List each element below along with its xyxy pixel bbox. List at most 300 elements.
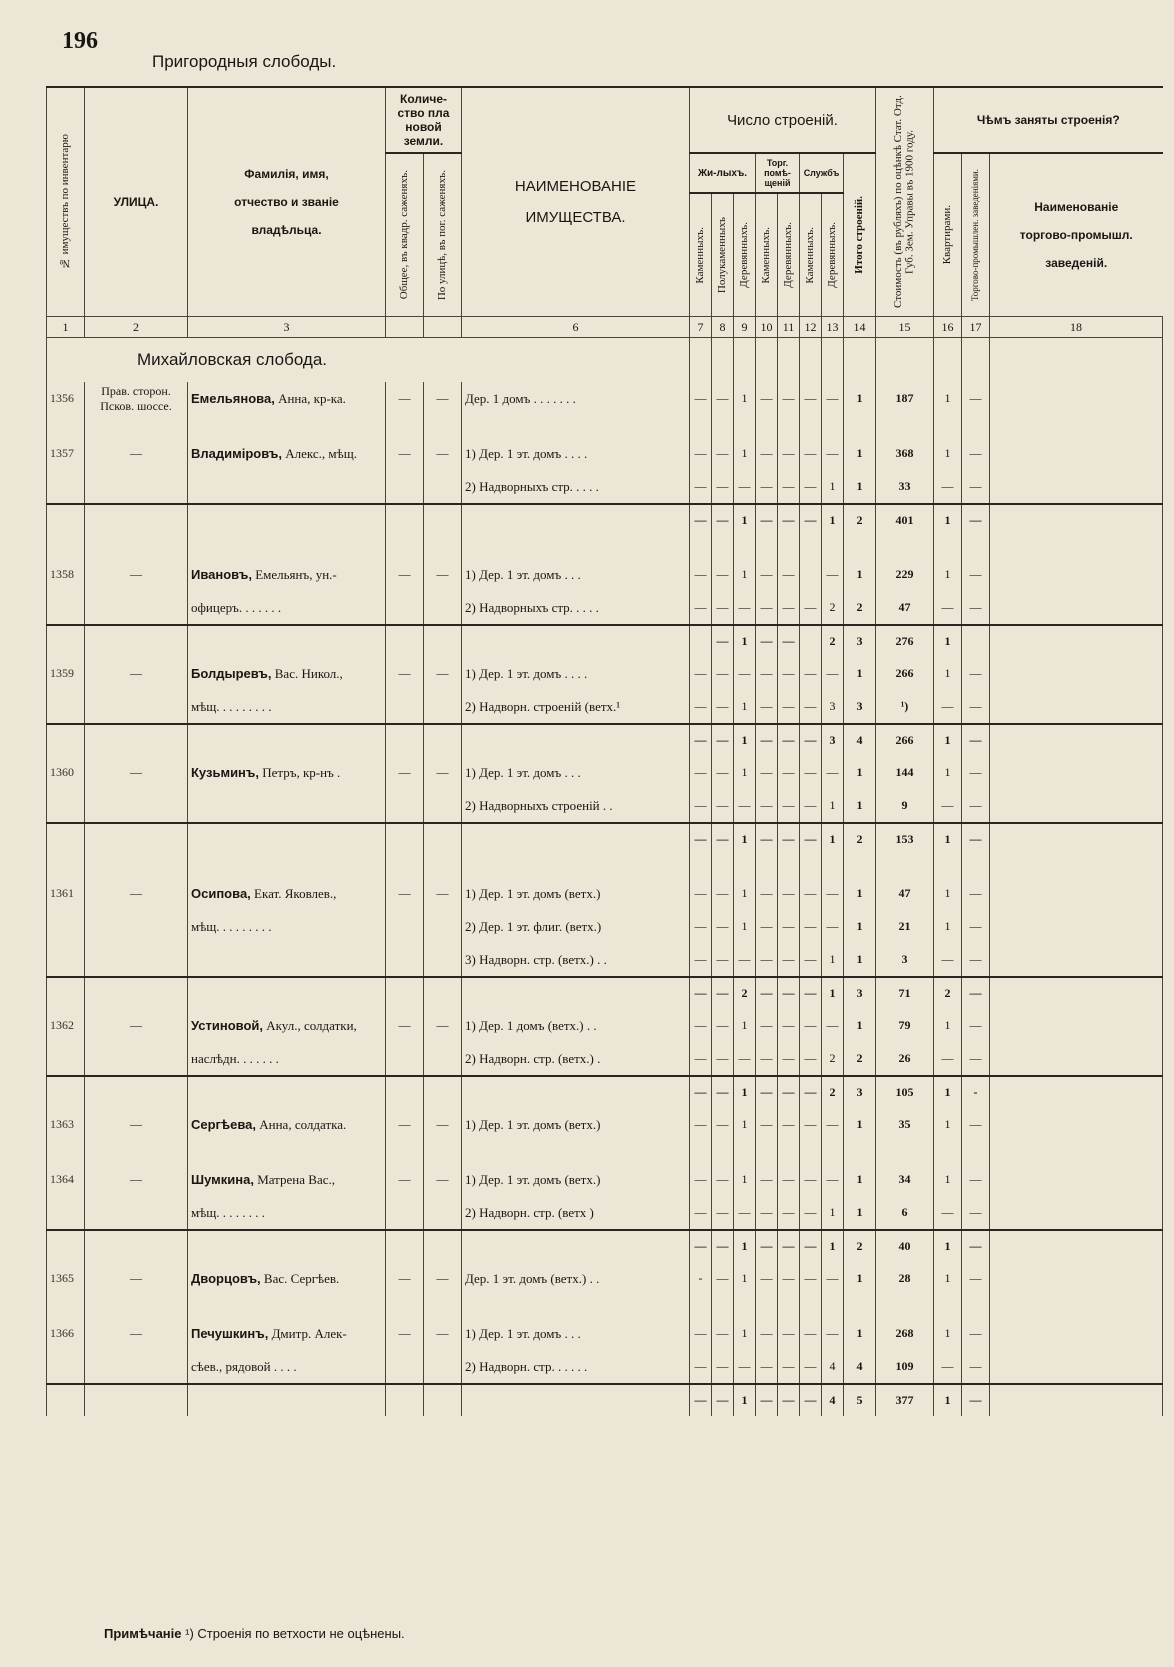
blank-cell <box>778 415 800 437</box>
total-wooden-trade: — <box>778 504 800 536</box>
stone-trade-cell: — <box>756 1350 778 1384</box>
street-cell <box>85 1042 188 1076</box>
blank-cell <box>934 415 962 437</box>
stone-res-cell: — <box>690 877 712 910</box>
apartments-cell: — <box>934 690 962 724</box>
street-length-cell: — <box>424 877 462 910</box>
street-length-cell <box>424 470 462 504</box>
wooden-trade-cell: — <box>778 910 800 943</box>
stone-res-cell: — <box>690 1317 712 1350</box>
total-halfstone-res: — <box>712 823 734 855</box>
blank-cell <box>85 855 188 877</box>
stone-res-cell: — <box>690 591 712 625</box>
stone-service-cell: — <box>800 1009 822 1042</box>
street-length-cell <box>424 943 462 977</box>
total-wooden-service: 2 <box>822 625 844 657</box>
entry-item-row <box>47 1108 1163 1141</box>
blank-cell <box>934 855 962 877</box>
blank-cell <box>778 536 800 558</box>
inventory-number <box>47 591 85 625</box>
land-area-cell: — <box>386 756 424 789</box>
blank-cell <box>462 625 690 657</box>
owner-details: Матрена Вас., <box>257 1171 335 1187</box>
blank-cell <box>756 415 778 437</box>
blank-cell <box>47 415 85 437</box>
entry-item-row <box>47 877 1163 910</box>
owner-details: мѣщ. . . . . . . . <box>191 1204 266 1220</box>
entry-item-row <box>47 470 1163 504</box>
blank-cell <box>756 1141 778 1163</box>
street-line: Псков. шоссе. <box>100 398 172 413</box>
total-stone-trade: — <box>756 823 778 855</box>
column-number: 6 <box>462 317 690 338</box>
column-number: 13 <box>822 317 844 338</box>
blank-cell <box>800 415 822 437</box>
column-number: 3 <box>188 317 386 338</box>
total-wooden-service: 1 <box>822 504 844 536</box>
stone-res-cell: — <box>690 943 712 977</box>
total-wooden-service: 1 <box>822 823 844 855</box>
inventory-number: 1358 <box>47 558 85 591</box>
halfstone-res-cell: — <box>712 1350 734 1384</box>
street-length-cell <box>424 789 462 823</box>
blank-cell <box>85 724 188 756</box>
owner-surname: Дворцовъ, <box>191 1270 261 1286</box>
blank-cell <box>188 625 386 657</box>
owner-cell <box>188 437 386 470</box>
total-stone-res: — <box>690 823 712 855</box>
blank-cell <box>690 415 712 437</box>
column-number: 16 <box>934 317 962 338</box>
blank-cell <box>876 415 934 437</box>
entry-item-row <box>47 1163 1163 1196</box>
trade-name-cell <box>990 943 1163 977</box>
street-cell <box>85 789 188 823</box>
wooden-res-cell: 1 <box>734 1108 756 1141</box>
property-description: 1) Дер. 1 эт. домъ . . . . <box>462 657 690 690</box>
blank-cell <box>462 1141 690 1163</box>
blank-cell <box>188 1230 386 1262</box>
blank-cell <box>188 977 386 1009</box>
trade-est-cell: — <box>962 1317 990 1350</box>
stone-res-cell: — <box>690 1108 712 1141</box>
wooden-service-cell: 1 <box>822 943 844 977</box>
wooden-service-cell: 1 <box>822 1196 844 1230</box>
street-cell <box>85 591 188 625</box>
value-cell: 187 <box>876 382 934 415</box>
stone-service-cell: — <box>800 690 822 724</box>
value-cell: 47 <box>876 877 934 910</box>
total-wooden-service: 3 <box>822 724 844 756</box>
trade-name-cell <box>990 756 1163 789</box>
wooden-res-cell: 1 <box>734 910 756 943</box>
wooden-res-cell: — <box>734 657 756 690</box>
owner-details: Акул., солдатки, <box>266 1017 357 1033</box>
trade-name-cell <box>990 823 1163 855</box>
street-length-cell: — <box>424 1317 462 1350</box>
stone-trade-cell: — <box>756 470 778 504</box>
header-stone-trade: Каменныхъ. <box>756 193 778 317</box>
wooden-trade-cell: — <box>778 943 800 977</box>
stone-trade-cell: — <box>756 657 778 690</box>
total-total-buildings: 5 <box>844 1384 876 1416</box>
total-buildings-cell: 3 <box>844 690 876 724</box>
owner-surname: Печушкинъ, <box>191 1325 269 1341</box>
blank-cell <box>424 1141 462 1163</box>
total-buildings-cell: 1 <box>844 382 876 415</box>
street-cell <box>85 1317 188 1350</box>
total-wooden-service: 4 <box>822 1384 844 1416</box>
stone-service-cell: — <box>800 470 822 504</box>
wooden-service-cell: — <box>822 1009 844 1042</box>
total-buildings-cell: 4 <box>844 1350 876 1384</box>
halfstone-res-cell: — <box>712 910 734 943</box>
street-length-cell: — <box>424 1163 462 1196</box>
total-stone-service: — <box>800 823 822 855</box>
value-cell: 109 <box>876 1350 934 1384</box>
spacer-row <box>47 1295 1163 1317</box>
total-stone-trade: — <box>756 504 778 536</box>
total-value: 105 <box>876 1076 934 1108</box>
page-number: 196 <box>62 28 98 54</box>
blank-cell <box>712 536 734 558</box>
trade-name-cell <box>990 437 1163 470</box>
total-wooden-trade: — <box>778 1230 800 1262</box>
street-line: — <box>130 1271 142 1285</box>
land-area-cell <box>386 690 424 724</box>
owner-details: мѣщ. . . . . . . . . <box>191 918 272 934</box>
blank-cell <box>800 1295 822 1317</box>
halfstone-res-cell: — <box>712 789 734 823</box>
halfstone-res-cell: — <box>712 943 734 977</box>
street-length-cell: — <box>424 437 462 470</box>
stone-service-cell: — <box>800 437 822 470</box>
stone-service-cell <box>800 558 822 591</box>
trade-est-cell: — <box>962 756 990 789</box>
stone-res-cell: — <box>690 756 712 789</box>
total-trade-est: — <box>962 1384 990 1416</box>
blank-cell <box>800 1141 822 1163</box>
total-buildings-cell: 1 <box>844 877 876 910</box>
blank-cell <box>386 415 424 437</box>
inventory-number: 1357 <box>47 437 85 470</box>
value-cell: 47 <box>876 591 934 625</box>
wooden-res-cell: — <box>734 470 756 504</box>
blank-cell <box>424 1295 462 1317</box>
trade-name-cell <box>990 1108 1163 1141</box>
blank-cell <box>876 855 934 877</box>
total-total-buildings: 3 <box>844 625 876 657</box>
trade-est-cell: — <box>962 1108 990 1141</box>
total-apartments: 1 <box>934 1076 962 1108</box>
property-description: 1) Дер. 1 домъ (ветх.) . . <box>462 1009 690 1042</box>
value-cell: 35 <box>876 1108 934 1141</box>
value-cell: 3 <box>876 943 934 977</box>
blank-cell <box>424 724 462 756</box>
land-area-cell <box>386 591 424 625</box>
blank-cell <box>876 1141 934 1163</box>
wooden-trade-cell: — <box>778 437 800 470</box>
column-number: 11 <box>778 317 800 338</box>
stone-trade-cell: — <box>756 943 778 977</box>
footnote: Примѣчаніе ¹) Строенія по ветхости не оцѣнены. <box>104 1626 405 1641</box>
owner-details: Анна, солдатка. <box>259 1116 347 1132</box>
blank-cell <box>85 1230 188 1262</box>
blank-cell <box>386 625 424 657</box>
land-area-cell <box>386 943 424 977</box>
total-buildings-cell: 1 <box>844 756 876 789</box>
street-length-cell: — <box>424 1262 462 1295</box>
street-line: — <box>130 1018 142 1032</box>
property-description: 2) Дер. 1 эт. флиг. (ветх.) <box>462 910 690 943</box>
value-cell: 21 <box>876 910 934 943</box>
wooden-trade-cell: — <box>778 558 800 591</box>
property-description: 1) Дер. 1 эт. домъ (ветх.) <box>462 1108 690 1141</box>
blank-cell <box>85 415 188 437</box>
value-cell: ¹) <box>876 690 934 724</box>
property-ledger-table <box>46 86 1163 1416</box>
trade-est-cell: — <box>962 470 990 504</box>
blank-cell <box>462 1076 690 1108</box>
owner-cell <box>188 943 386 977</box>
blank-cell <box>424 1230 462 1262</box>
inventory-number: 1359 <box>47 657 85 690</box>
total-wooden-res: 1 <box>734 1230 756 1262</box>
total-halfstone-res: — <box>712 1230 734 1262</box>
blank-cell <box>844 415 876 437</box>
property-description: 2) Надворныхъ стр. . . . . <box>462 591 690 625</box>
street-cell <box>85 877 188 910</box>
stone-res-cell: — <box>690 470 712 504</box>
property-description: 2) Надворныхъ строеній . . <box>462 789 690 823</box>
blank-cell <box>188 855 386 877</box>
total-stone-trade: — <box>756 625 778 657</box>
trade-name-cell <box>990 1076 1163 1108</box>
blank-cell <box>934 1295 962 1317</box>
entry-item-row <box>47 591 1163 625</box>
wooden-service-cell: 2 <box>822 1042 844 1076</box>
total-apartments: 1 <box>934 1230 962 1262</box>
inventory-number <box>47 690 85 724</box>
blank-cell <box>386 823 424 855</box>
blank-cell <box>85 625 188 657</box>
blank-cell <box>822 536 844 558</box>
halfstone-res-cell: — <box>712 558 734 591</box>
wooden-res-cell: — <box>734 1196 756 1230</box>
owner-details: Емельянъ, ун.- <box>255 566 337 582</box>
property-description: 2) Надворныхъ стр. . . . . <box>462 470 690 504</box>
street-cell <box>85 910 188 943</box>
apartments-cell: 1 <box>934 910 962 943</box>
total-stone-service: — <box>800 724 822 756</box>
blank-cell <box>690 1141 712 1163</box>
entry-item-row <box>47 1042 1163 1076</box>
blank-cell <box>462 855 690 877</box>
trade-est-cell: — <box>962 657 990 690</box>
apartments-cell: — <box>934 591 962 625</box>
property-description: 3) Надворн. стр. (ветх.) . . <box>462 943 690 977</box>
trade-est-cell: — <box>962 1163 990 1196</box>
header-land-quantity: Количе-ство пла новой земли. <box>386 87 462 153</box>
land-area-cell: — <box>386 877 424 910</box>
owner-cell <box>188 877 386 910</box>
owner-cell <box>188 1163 386 1196</box>
property-description: Дер. 1 домъ . . . . . . . <box>462 382 690 415</box>
column-number-row <box>47 317 1163 338</box>
header-inventory-number: № имуществъ по инвентарю <box>47 87 85 317</box>
property-description: 2) Надворн. стр. (ветх ) <box>462 1196 690 1230</box>
wooden-trade-cell: — <box>778 1009 800 1042</box>
wooden-trade-cell: — <box>778 591 800 625</box>
owner-details: Алекс., мѣщ. <box>285 445 357 461</box>
total-wooden-service: 1 <box>822 1230 844 1262</box>
blank-cell <box>962 1295 990 1317</box>
column-number <box>386 317 424 338</box>
apartments-cell: 1 <box>934 558 962 591</box>
blank-cell <box>85 1141 188 1163</box>
wooden-trade-cell: — <box>778 1108 800 1141</box>
trade-est-cell: — <box>962 910 990 943</box>
halfstone-res-cell: — <box>712 1108 734 1141</box>
total-wooden-res: 1 <box>734 504 756 536</box>
halfstone-res-cell: — <box>712 470 734 504</box>
trade-name-cell <box>990 470 1163 504</box>
header-total-area: Общее, въ квадр. саженяхъ. <box>386 153 424 317</box>
page-title: Пригородныя слободы. <box>152 52 337 71</box>
header-trade-establishments: Торгово-промышлен. заведеніями. <box>962 153 990 317</box>
trade-name-cell <box>990 1262 1163 1295</box>
owner-cell <box>188 1262 386 1295</box>
column-number: 10 <box>756 317 778 338</box>
blank-cell <box>756 536 778 558</box>
property-description: 1) Дер. 1 эт. домъ . . . <box>462 756 690 789</box>
value-cell: 33 <box>876 470 934 504</box>
street-cell <box>85 690 188 724</box>
total-buildings-cell: 1 <box>844 789 876 823</box>
blank-cell <box>188 1141 386 1163</box>
entry-item-row <box>47 690 1163 724</box>
trade-est-cell: — <box>962 437 990 470</box>
header-wooden-residential: Деревянныхъ. <box>734 193 756 317</box>
wooden-trade-cell: — <box>778 1042 800 1076</box>
stone-service-cell: — <box>800 1163 822 1196</box>
trade-name-cell <box>990 789 1163 823</box>
value-cell: 368 <box>876 437 934 470</box>
entry-total-row <box>47 1230 1163 1262</box>
blank-cell <box>85 823 188 855</box>
total-total-buildings: 2 <box>844 1230 876 1262</box>
stone-trade-cell: — <box>756 910 778 943</box>
apartments-cell: 1 <box>934 657 962 690</box>
total-stone-res: — <box>690 504 712 536</box>
blank-cell <box>462 1384 690 1416</box>
street-line: — <box>130 1172 142 1186</box>
wooden-res-cell: — <box>734 789 756 823</box>
trade-name-cell <box>990 504 1163 536</box>
owner-details: Вас. Сергѣев. <box>263 1270 340 1286</box>
blank-cell <box>734 1141 756 1163</box>
total-stone-res: — <box>690 1230 712 1262</box>
street-length-cell: — <box>424 657 462 690</box>
inventory-number: 1363 <box>47 1108 85 1141</box>
owner-cell <box>188 1108 386 1141</box>
blank-cell <box>690 855 712 877</box>
entry-total-row <box>47 504 1163 536</box>
total-wooden-trade: — <box>778 1076 800 1108</box>
land-area-cell <box>386 1196 424 1230</box>
blank-cell <box>386 1384 424 1416</box>
property-description: 1) Дер. 1 эт. домъ . . . . <box>462 437 690 470</box>
land-area-cell <box>386 1042 424 1076</box>
total-stone-trade: — <box>756 1230 778 1262</box>
owner-details: сѣев., рядовой . . . . <box>191 1358 297 1374</box>
total-buildings-cell: 2 <box>844 591 876 625</box>
wooden-trade-cell: — <box>778 1196 800 1230</box>
street-cell <box>85 382 188 415</box>
wooden-trade-cell: — <box>778 756 800 789</box>
column-number <box>424 317 462 338</box>
total-stone-service: — <box>800 1384 822 1416</box>
blank-cell <box>386 1230 424 1262</box>
street-cell <box>85 1262 188 1295</box>
trade-est-cell: — <box>962 877 990 910</box>
halfstone-res-cell: — <box>712 690 734 724</box>
entry-item-row <box>47 789 1163 823</box>
owner-surname: Емельянова, <box>191 390 275 406</box>
value-cell: 79 <box>876 1009 934 1042</box>
value-cell: 9 <box>876 789 934 823</box>
blank-cell <box>822 1141 844 1163</box>
stone-trade-cell: — <box>756 1009 778 1042</box>
column-number: 14 <box>844 317 876 338</box>
street-cell <box>85 1350 188 1384</box>
entry-total-row <box>47 823 1163 855</box>
stone-service-cell: — <box>800 789 822 823</box>
halfstone-res-cell: — <box>712 1163 734 1196</box>
owner-cell <box>188 1009 386 1042</box>
total-apartments: 1 <box>934 1384 962 1416</box>
halfstone-res-cell: — <box>712 1196 734 1230</box>
total-stone-service: — <box>800 504 822 536</box>
street-line: — <box>130 1326 142 1340</box>
total-value: 377 <box>876 1384 934 1416</box>
blank-cell <box>734 415 756 437</box>
spacer-row <box>47 855 1163 877</box>
street-length-cell: — <box>424 756 462 789</box>
trade-name-cell <box>990 1317 1163 1350</box>
wooden-trade-cell: — <box>778 789 800 823</box>
wooden-service-cell: 2 <box>822 591 844 625</box>
column-number: 18 <box>990 317 1163 338</box>
owner-cell <box>188 470 386 504</box>
column-number: 7 <box>690 317 712 338</box>
total-stone-res: — <box>690 1076 712 1108</box>
total-total-buildings: 4 <box>844 724 876 756</box>
apartments-cell: — <box>934 1042 962 1076</box>
entry-item-row <box>47 910 1163 943</box>
total-wooden-service: 1 <box>822 977 844 1009</box>
wooden-res-cell: — <box>734 591 756 625</box>
trade-est-cell: — <box>962 1196 990 1230</box>
entry-total-row <box>47 1076 1163 1108</box>
wooden-trade-cell: — <box>778 877 800 910</box>
halfstone-res-cell: — <box>712 1042 734 1076</box>
total-halfstone-res: — <box>712 1076 734 1108</box>
spacer-row <box>47 1141 1163 1163</box>
stone-service-cell: — <box>800 943 822 977</box>
owner-surname: Ивановъ, <box>191 566 252 582</box>
stone-trade-cell: — <box>756 1042 778 1076</box>
